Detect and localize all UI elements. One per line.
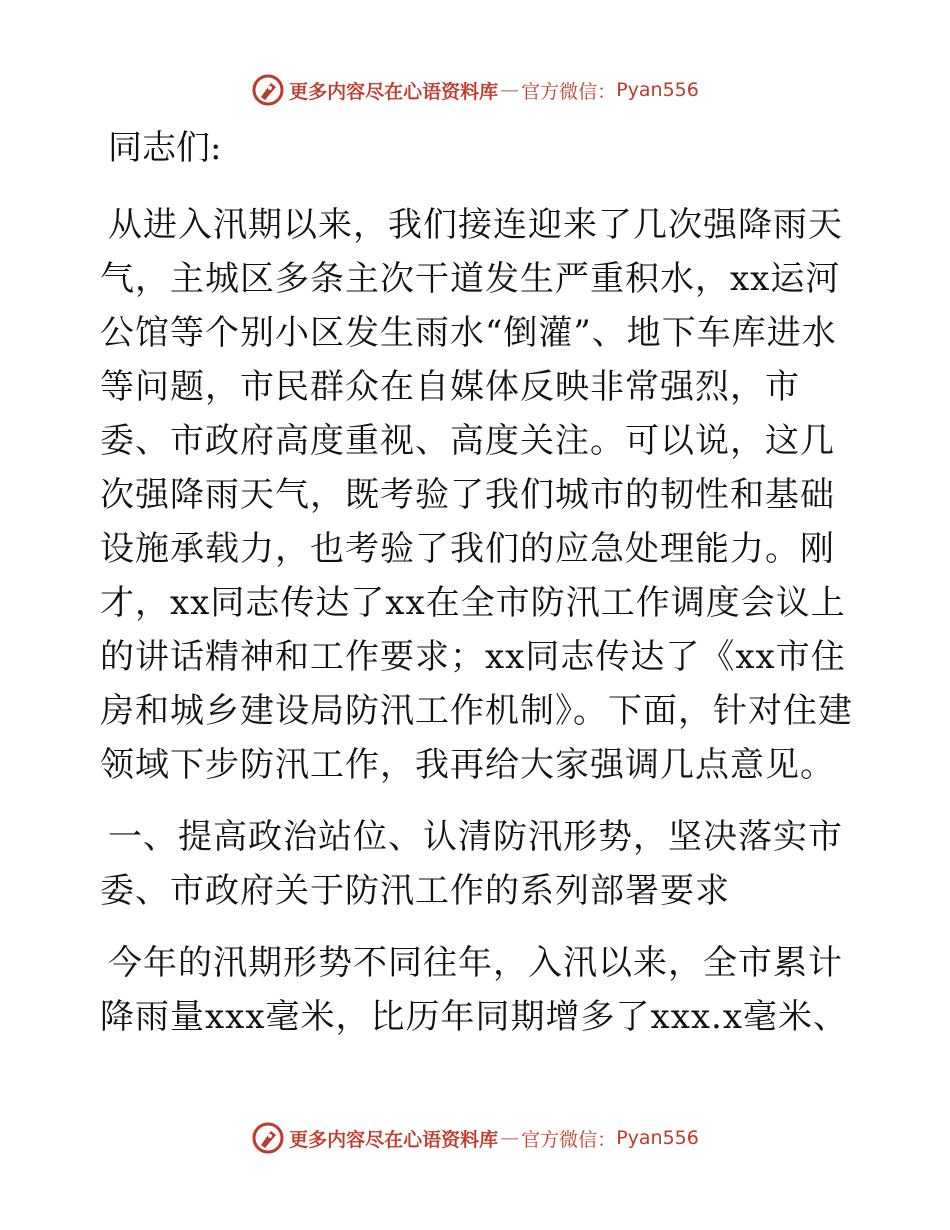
watermark-banner-top (0, 70, 950, 110)
document-body (100, 120, 860, 1062)
banner-separator: — (500, 1127, 520, 1149)
paragraph-2: 今年的汛期形势不同往年，入汛以来，全市累计降雨量xxx毫米，比历年同期增多了xxx.x毫米、 (100, 943, 849, 1037)
banner-wechat-label: 官方微信： (521, 80, 617, 103)
pen-nib-logo-icon (251, 1121, 285, 1155)
banner-brand-text: 更多内容尽在心语资料库 (289, 80, 499, 103)
banner-wechat-id: Pyan556 (616, 79, 699, 101)
pen-nib-logo-icon (251, 73, 285, 107)
paragraph-1: 从进入汛期以来，我们接连迎来了几次强降雨天气，主城区多条主次干道发生严重积水，xx运河公馆等个别小区发生雨水“倒灌”、地下车库进水等问题，市民群众在自媒体反映非常强烈，市委、市政府高度重视、高度关注。可以说，这几次强降雨天气，既考验了我们城市的韧性和基础设施承载力，也考验了我们的应急处理能力。刚才，xx同志传达了xx在全市防汛工作调度会议上的讲话精神和工作要求；xx同志传达了《xx市住房和城乡建设局防汛工作机制》。下面，针对住建领域下步防汛工作，我再给大家强调几点意见。 (100, 205, 853, 785)
banner-brand-text: 更多内容尽在心语资料库 (289, 1128, 499, 1151)
banner-wechat-label: 官方微信： (521, 1128, 617, 1151)
banner-separator: — (500, 79, 520, 101)
banner-wechat-id: Pyan556 (616, 1127, 699, 1149)
greeting: 同志们: (108, 128, 222, 168)
section-heading-1: 一、提高政治站位、认清防汛形势，坚决落实市委、市政府关于防汛工作的系列部署要求 (100, 817, 843, 911)
watermark-banner-bottom (0, 1118, 950, 1158)
